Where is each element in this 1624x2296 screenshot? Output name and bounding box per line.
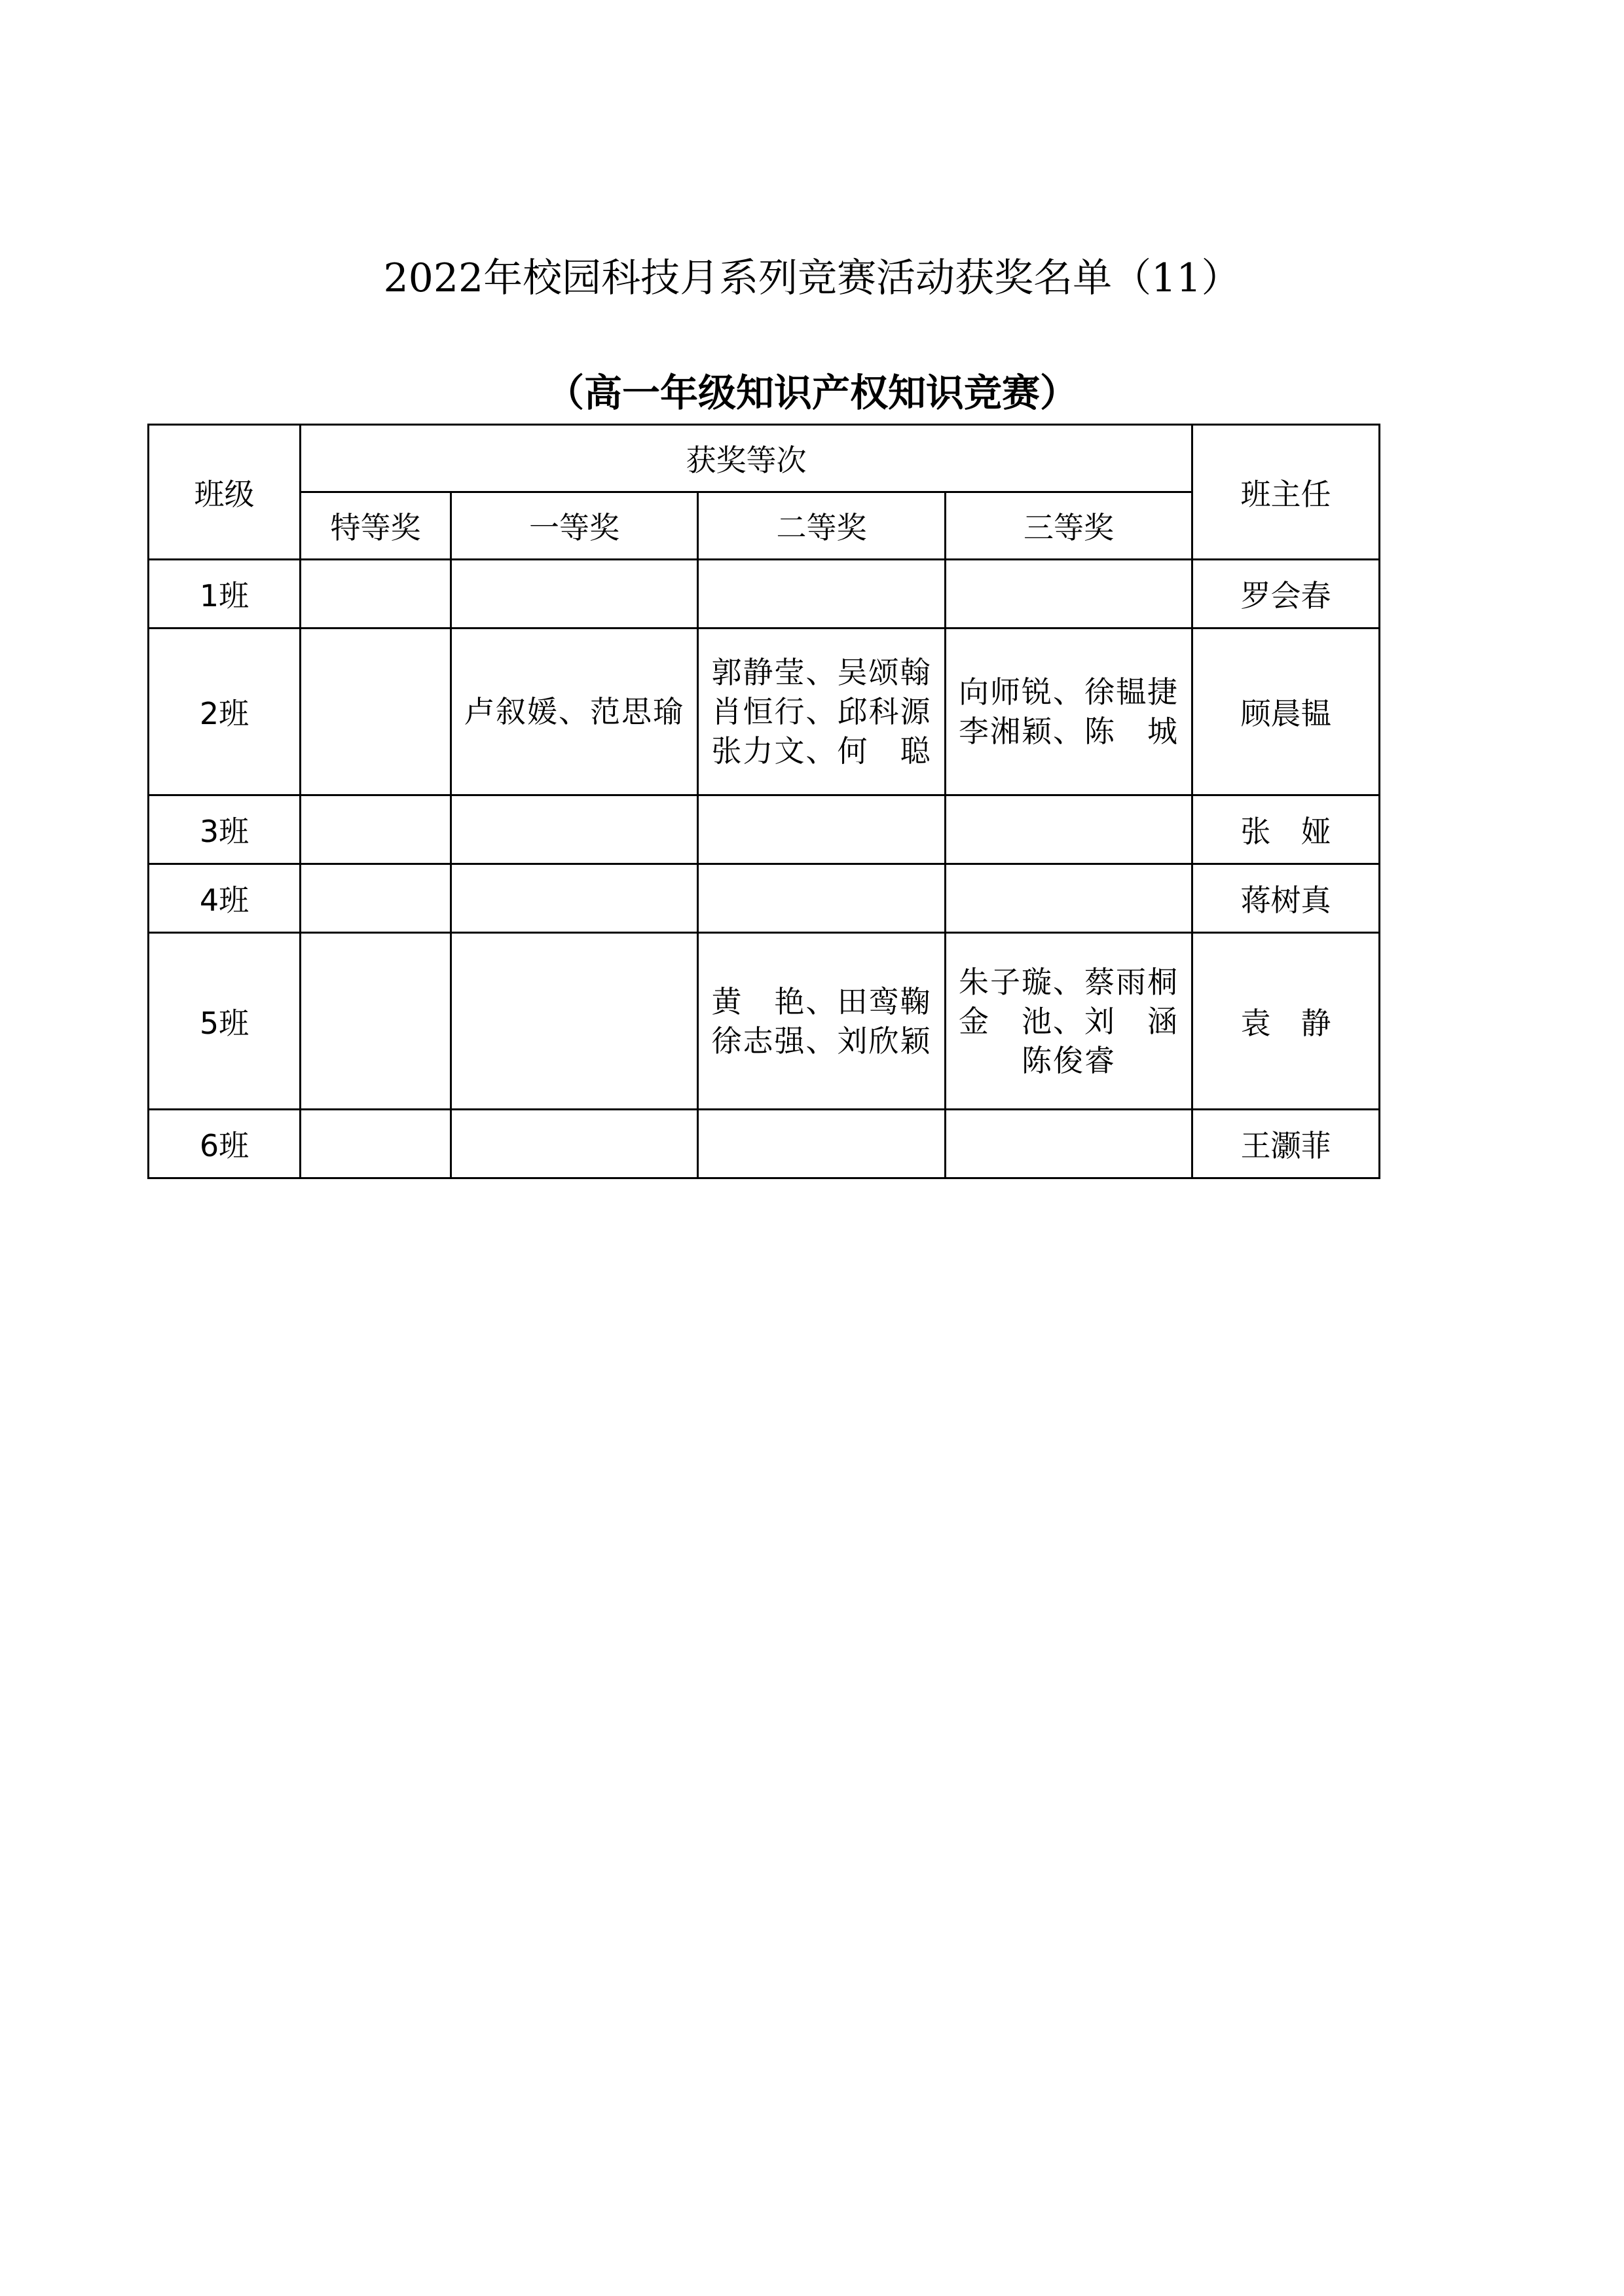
class-cell: 4班 — [149, 864, 301, 933]
awardee-line: 黄 艳、田鸾鞠 — [711, 983, 932, 1019]
table-row — [149, 560, 1380, 629]
teacher-cell: 罗会春 — [1192, 560, 1380, 629]
header-award-group: 获奖等次 — [301, 425, 1192, 492]
award-cell-third — [946, 1110, 1192, 1178]
table-row — [149, 933, 1380, 1110]
table-row — [149, 1110, 1380, 1178]
header-teacher: 班主任 — [1192, 425, 1380, 560]
award-cell-second — [698, 864, 946, 933]
award-cell-third — [946, 560, 1192, 629]
header-level-special: 特等奖 — [301, 492, 451, 560]
award-cell-special — [301, 933, 451, 1110]
awardee-line: 金 池、刘 涵 — [959, 1003, 1179, 1039]
awardee-line: 肖恒行、邱科源 — [711, 694, 932, 729]
header-level-third: 三等奖 — [946, 492, 1192, 560]
page-subtitle: （高一年级知识产权知识竞赛） — [545, 371, 1078, 415]
page-title: 2022年校园科技月系列竞赛活动获奖名单（11） — [383, 255, 1241, 301]
class-cell: 1班 — [149, 560, 301, 629]
awardee-line: 向师锐、徐韫捷 — [959, 674, 1179, 710]
award-cell-special — [301, 795, 451, 864]
award-cell-first — [451, 560, 698, 629]
header-class: 班级 — [149, 425, 301, 560]
award-cell-first — [451, 629, 698, 795]
awardee-line: 张力文、何 聪 — [711, 733, 932, 769]
award-cell-second — [698, 629, 946, 795]
award-cell-third — [946, 795, 1192, 864]
header-level-second: 二等奖 — [698, 492, 946, 560]
table-row — [149, 864, 1380, 933]
header-level-first: 一等奖 — [451, 492, 698, 560]
award-cell-first — [451, 795, 698, 864]
award-cell-first — [451, 1110, 698, 1178]
awardee-line: 李湘颖、陈 城 — [959, 714, 1179, 749]
award-cell-second — [698, 560, 946, 629]
teacher-cell: 顾晨韫 — [1192, 629, 1380, 795]
award-cell-third — [946, 933, 1192, 1110]
award-cell-special — [301, 629, 451, 795]
award-cell-special — [301, 1110, 451, 1178]
awardee-line: 徐志强、刘欣颖 — [711, 1023, 932, 1059]
table-row — [149, 629, 1380, 795]
teacher-cell: 袁 静 — [1192, 933, 1380, 1110]
award-cell-first — [451, 933, 698, 1110]
awards-table — [147, 424, 1380, 1179]
class-cell: 5班 — [149, 933, 301, 1110]
award-cell-special — [301, 864, 451, 933]
teacher-cell: 王灏菲 — [1192, 1110, 1380, 1178]
award-cell-third — [946, 864, 1192, 933]
class-cell: 2班 — [149, 629, 301, 795]
teacher-cell: 蒋树真 — [1192, 864, 1380, 933]
table-row — [149, 795, 1380, 864]
award-cell-special — [301, 560, 451, 629]
award-cell-first — [451, 864, 698, 933]
award-cell-second — [698, 933, 946, 1110]
teacher-cell: 张 娅 — [1192, 795, 1380, 864]
awardee-line: 朱子璇、蔡雨桐 — [959, 964, 1179, 1000]
awardee-line: 卢叙媛、范思瑜 — [464, 694, 684, 729]
award-cell-second — [698, 795, 946, 864]
awardee-line: 郭静莹、吴颂翰 — [711, 655, 932, 690]
class-cell: 3班 — [149, 795, 301, 864]
award-cell-third — [946, 629, 1192, 795]
award-cell-second — [698, 1110, 946, 1178]
awardee-line: 陈俊睿 — [1022, 1042, 1116, 1078]
class-cell: 6班 — [149, 1110, 301, 1178]
